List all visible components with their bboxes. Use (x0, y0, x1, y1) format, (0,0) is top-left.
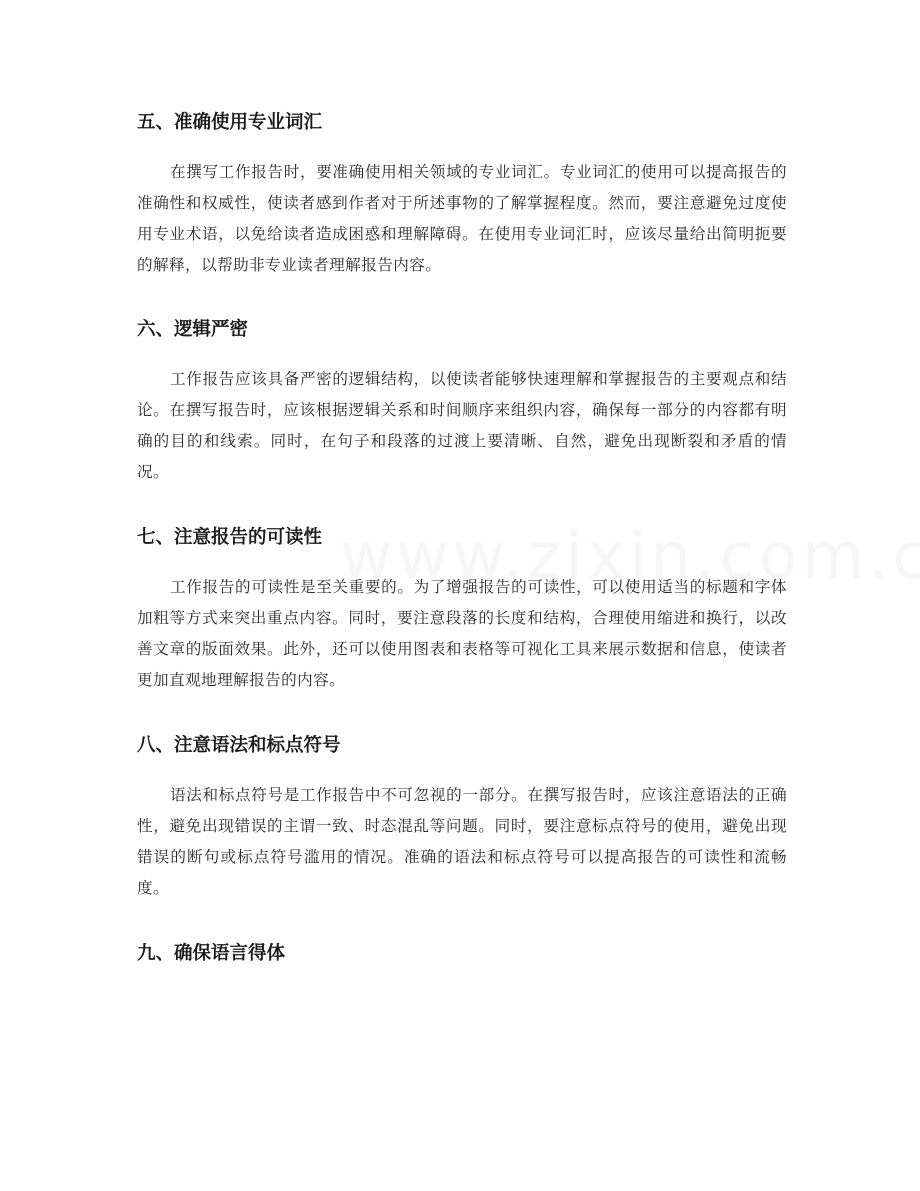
section-paragraph: 工作报告的可读性是至关重要的。为了增强报告的可读性，可以使用适当的标题和字体加粗等方式来突出重点内容。同时，要注意段落的长度和结构，合理使用缩进和换行，以改善文章的版面效果。此外，还可以使用图表和表格等可视化工具来展示数据和信息，使读者更加直观地理解报告的内容。 (137, 578, 787, 689)
section-paragraph: 语法和标点符号是工作报告中不可忽视的一部分。在撰写报告时，应该注意语法的正确性，避免出现错误的主谓一致、时态混乱等问题。同时，要注意标点符号的使用，避免出现错误的断句或标点符号滥用的情况。准确的语法和标点符号可以提高报告的可读性和流畅度。 (137, 786, 787, 897)
section-heading: 七、注意报告的可读性 (137, 527, 323, 548)
section-paragraph: 在撰写工作报告时，要准确使用相关领域的专业词汇。专业词汇的使用可以提高报告的准确性和权威性，使读者感到作者对于所述事物的了解掌握程度。然而，要注意避免过度使用专业术语，以免给读者造成困惑和理解障碍。在使用专业词汇时，应该尽量给出简明扼要的解释，以帮助非专业读者理解报告内容。 (137, 163, 787, 274)
section-5 (137, 110, 787, 281)
section-8 (137, 733, 787, 904)
section-paragraph: 工作报告应该具备严密的逻辑结构，以使读者能够快速理解和掌握报告的主要观点和结论。在撰写报告时，应该根据逻辑关系和时间顺序来组织内容，确保每一部分的内容都有明确的目的和线索。同时，在句子和段落的过渡上要清晰、自然，避免出现断裂和矛盾的情况。 (137, 370, 787, 481)
section-heading: 六、逻辑严密 (137, 319, 249, 340)
section-heading: 八、注意语法和标点符号 (137, 735, 341, 756)
section-7 (137, 525, 787, 696)
section-6 (137, 317, 787, 488)
section-heading: 九、确保语言得体 (137, 943, 286, 964)
section-9 (137, 941, 787, 967)
section-heading: 五、准确使用专业词汇 (137, 112, 323, 133)
